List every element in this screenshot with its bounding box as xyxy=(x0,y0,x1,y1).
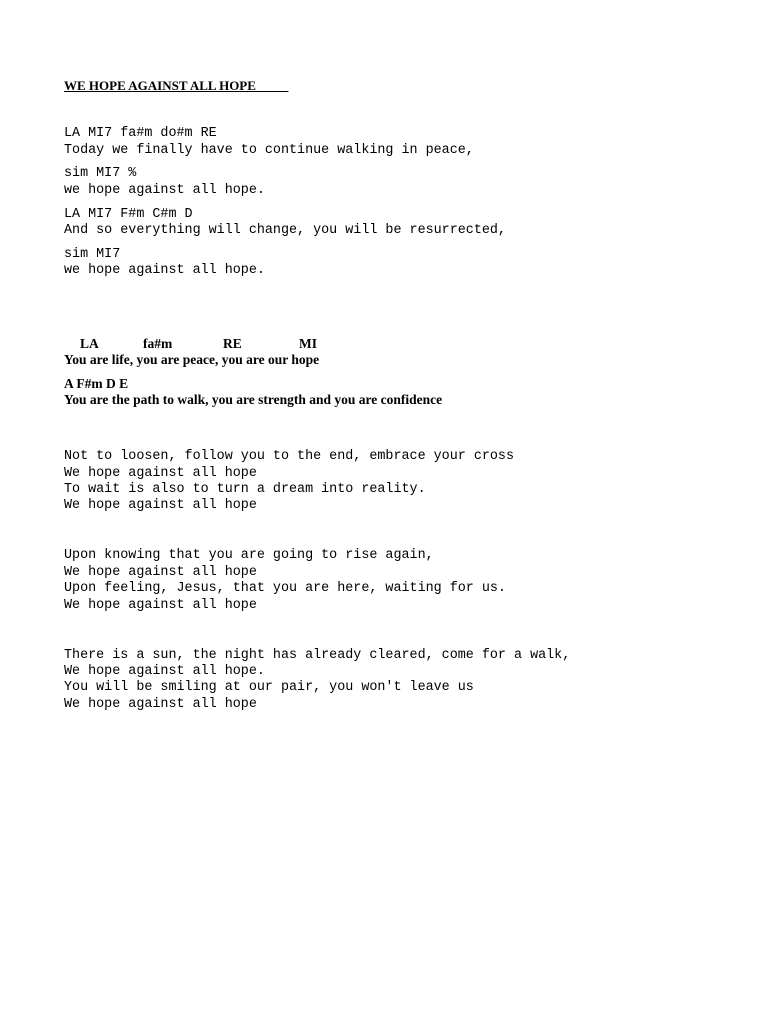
stanza4-line: You will be smiling at our pair, you won't leave us xyxy=(64,680,474,695)
chorus-chord: fa#m xyxy=(143,336,173,351)
chorus-chord: RE xyxy=(223,336,242,351)
stanza4-line: There is a sun, the night has already cleared, come for a walk, xyxy=(64,648,571,663)
stanza2-line: Not to loosen, follow you to the end, embrace your cross xyxy=(64,449,514,464)
chorus-chords-2: A F#m D E xyxy=(64,376,129,391)
stanza4-line: We hope against all hope xyxy=(64,697,257,712)
chorus-chord: MI xyxy=(299,336,317,351)
verse1-lyric-1: Today we finally have to continue walking in peace, xyxy=(64,143,474,158)
verse1-chords-1: LA MI7 fa#m do#m RE xyxy=(64,126,217,141)
verse1-chords-2: sim MI7 % xyxy=(64,166,137,181)
chorus-lyric-1: You are life, you are peace, you are our hope xyxy=(64,352,320,367)
chorus-chord: LA xyxy=(80,336,99,351)
verse1-lyric-3: And so everything will change, you will be resurrected, xyxy=(64,223,506,238)
song-title: WE HOPE AGAINST ALL HOPE xyxy=(64,78,289,93)
stanza3-line: Upon feeling, Jesus, that you are here, waiting for us. xyxy=(64,581,506,596)
stanza4-line: We hope against all hope. xyxy=(64,664,265,679)
verse1-chords-3: LA MI7 F#m C#m D xyxy=(64,207,193,222)
chorus-chords-row-1 xyxy=(0,336,400,352)
stanza2-line: To wait is also to turn a dream into reality. xyxy=(64,482,426,497)
stanza2-line: We hope against all hope xyxy=(64,466,257,481)
chorus-lyric-2: You are the path to walk, you are strength and you are confidence xyxy=(64,392,443,407)
stanza3-line: We hope against all hope xyxy=(64,598,257,613)
verse1-lyric-2: we hope against all hope. xyxy=(64,183,265,198)
stanza3-line: We hope against all hope xyxy=(64,565,257,580)
verse1-lyric-4: we hope against all hope. xyxy=(64,263,265,278)
verse1-chords-4: sim MI7 xyxy=(64,247,121,262)
stanza2-line: We hope against all hope xyxy=(64,498,257,513)
stanza3-line: Upon knowing that you are going to rise again, xyxy=(64,548,434,563)
